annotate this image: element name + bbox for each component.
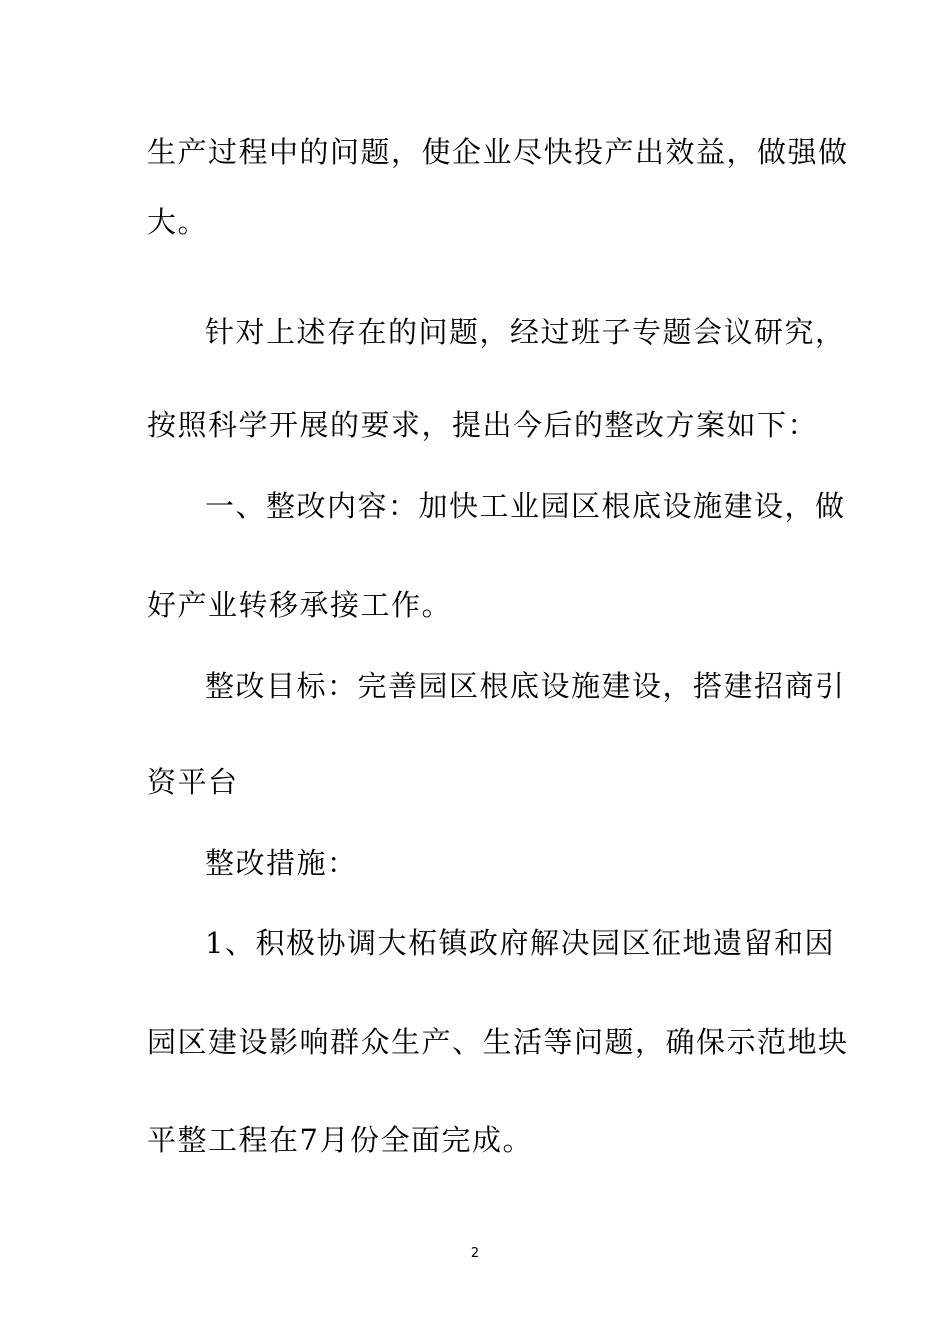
body-text-line: 好产业转移承接工作。 [147,588,453,622]
list-item-first-line: 1、积极协调大柘镇政府解决园区征地遗留和因 [205,926,835,960]
body-text-line: 园区建设影响群众生产、生活等问题，确保示范地块 [147,1025,849,1059]
paragraph-first-line: 整改措施： [205,846,358,880]
body-text-line: 资平台 [147,765,239,799]
body-text-line: 按照科学开展的要求，提出今后的整改方案如下： [147,408,819,442]
body-text-line: 生产过程中的问题，使企业尽快投产出效益，做强做 [147,135,849,169]
body-text-line: 平整工程在7月份全面完成。 [147,1123,533,1157]
paragraph-first-line: 针对上述存在的问题，经过班子专题会议研究， [205,315,846,349]
page-number: 2 [470,1246,480,1261]
paragraph-first-line: 整改目标：完善园区根底设施建设，搭建招商引 [205,669,846,703]
section-heading-line: 一、整改内容：加快工业园区根底设施建设，做 [205,489,846,523]
body-text-line: 大。 [147,205,209,239]
